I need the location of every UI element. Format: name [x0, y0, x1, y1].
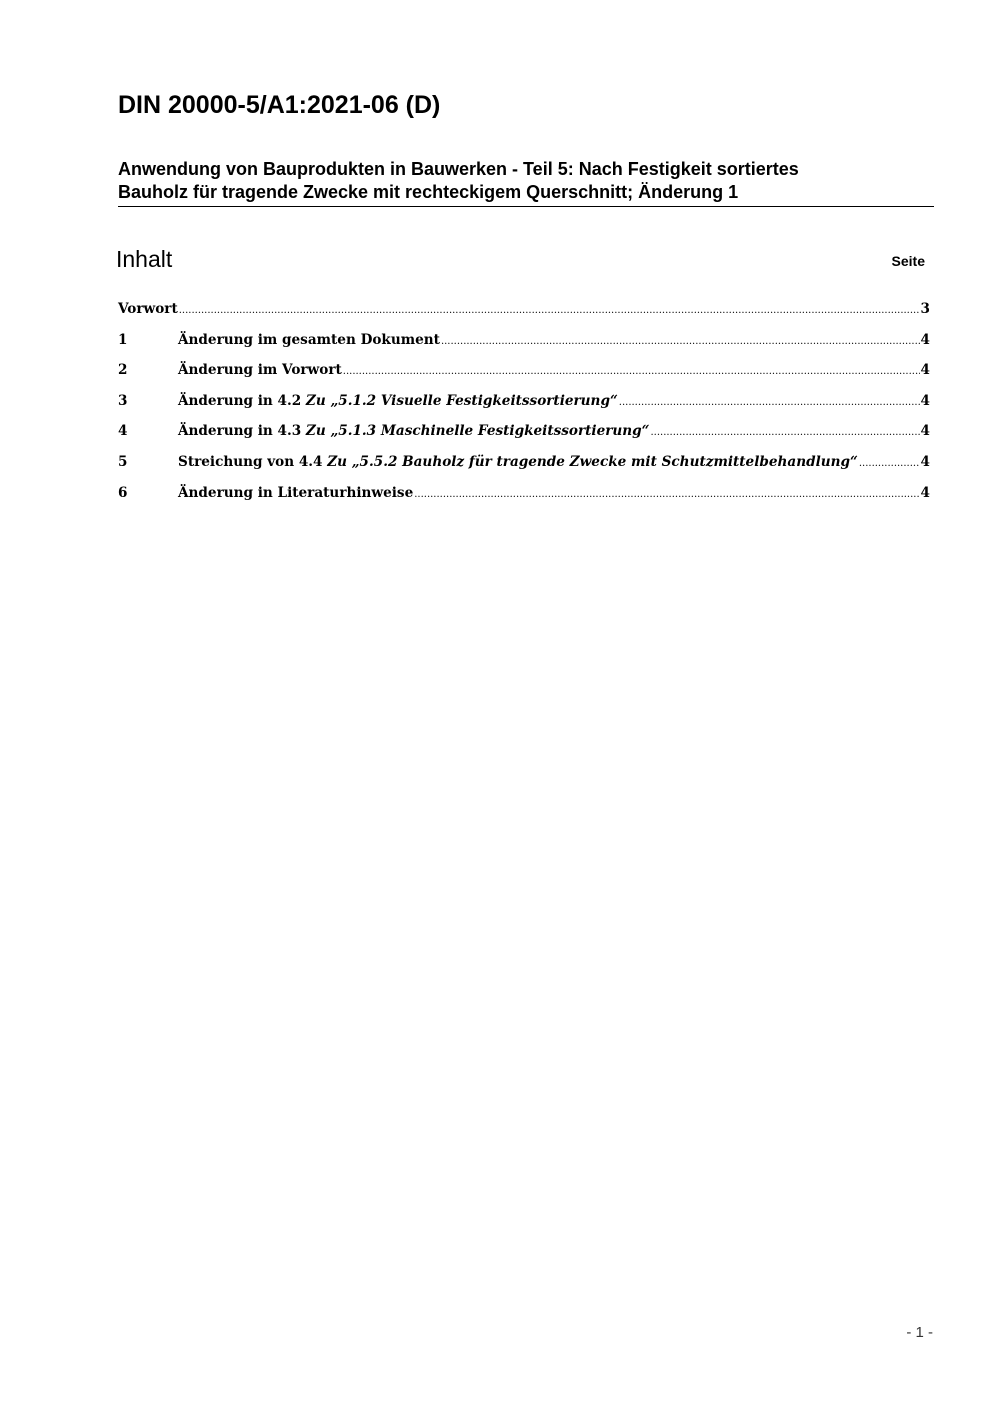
toc-entry-number: 3 — [118, 392, 128, 409]
toc-entry-page: 4 — [920, 484, 930, 501]
toc-leader-dots — [179, 305, 920, 316]
toc-entry-title-italic: Zu „5.1.3 Maschinelle Festigkeitssortierung“ — [305, 423, 650, 440]
toc-leader-dots — [619, 397, 920, 408]
toc-entry-vorwort[interactable] — [118, 301, 930, 332]
toc-entry-title — [178, 423, 649, 439]
toc-entry-title-italic: Zu „5.1.2 Visuelle Festigkeitssortierung“ — [305, 392, 618, 409]
toc-entry-number: 2 — [118, 362, 128, 379]
toc-page-label: Seite — [891, 253, 925, 269]
document-id: DIN 20000-5/A1:2021-06 (D) — [118, 91, 441, 119]
toc-entry-1[interactable] — [118, 332, 930, 363]
toc-leader-dots — [859, 458, 920, 469]
toc-entry-page: 4 — [920, 362, 930, 379]
toc-leader-dots — [414, 489, 919, 500]
toc-entry-title — [178, 393, 618, 409]
document-title — [118, 158, 934, 207]
toc-entry-title-main: Änderung in 4.2 — [178, 392, 306, 409]
table-of-contents — [118, 301, 930, 515]
toc-entry-page: 3 — [920, 301, 930, 317]
toc-entry-4[interactable] — [118, 423, 930, 454]
document-title-line-2: Bauholz für tragende Zwecke mit rechteckigem Querschnitt; Änderung 1 — [118, 182, 739, 202]
toc-entry-title: Änderung im Vorwort — [178, 362, 342, 379]
toc-entry-page: 4 — [920, 423, 930, 440]
document-title-line-1: Anwendung von Bauprodukten in Bauwerken - Teil 5: Nach Festigkeit sortiertes — [118, 159, 799, 179]
toc-entry-number: 1 — [118, 331, 128, 348]
toc-entry-page: 4 — [920, 453, 930, 470]
toc-entry-5[interactable] — [118, 454, 930, 485]
toc-entry-title — [178, 454, 858, 470]
toc-entry-title-italic: Zu „5.5.2 Bauholz für tragende Zwecke mit Schutzmittelbehandlung“ — [327, 453, 858, 470]
toc-leader-dots — [650, 427, 919, 438]
toc-entry-number: 6 — [118, 484, 128, 501]
toc-entry-title-main: Änderung in 4.3 — [178, 423, 306, 440]
toc-leader-dots — [441, 336, 920, 347]
toc-entry-page: 4 — [920, 331, 930, 348]
toc-entry-title: Vorwort — [118, 301, 178, 317]
toc-entry-page: 4 — [920, 392, 930, 409]
toc-leader-dots — [343, 366, 920, 377]
page-number: - 1 - — [906, 1324, 933, 1341]
toc-heading: Inhalt — [116, 246, 173, 272]
toc-entry-3[interactable] — [118, 393, 930, 424]
toc-entry-number: 4 — [118, 423, 128, 440]
toc-entry-2[interactable] — [118, 362, 930, 393]
toc-entry-title: Änderung im gesamten Dokument — [178, 331, 440, 348]
toc-entry-title-main: Streichung von 4.4 — [178, 453, 328, 470]
toc-entry-number: 5 — [118, 453, 128, 470]
toc-entry-title: Änderung in Literaturhinweise — [178, 484, 414, 501]
toc-entry-6[interactable] — [118, 485, 930, 516]
